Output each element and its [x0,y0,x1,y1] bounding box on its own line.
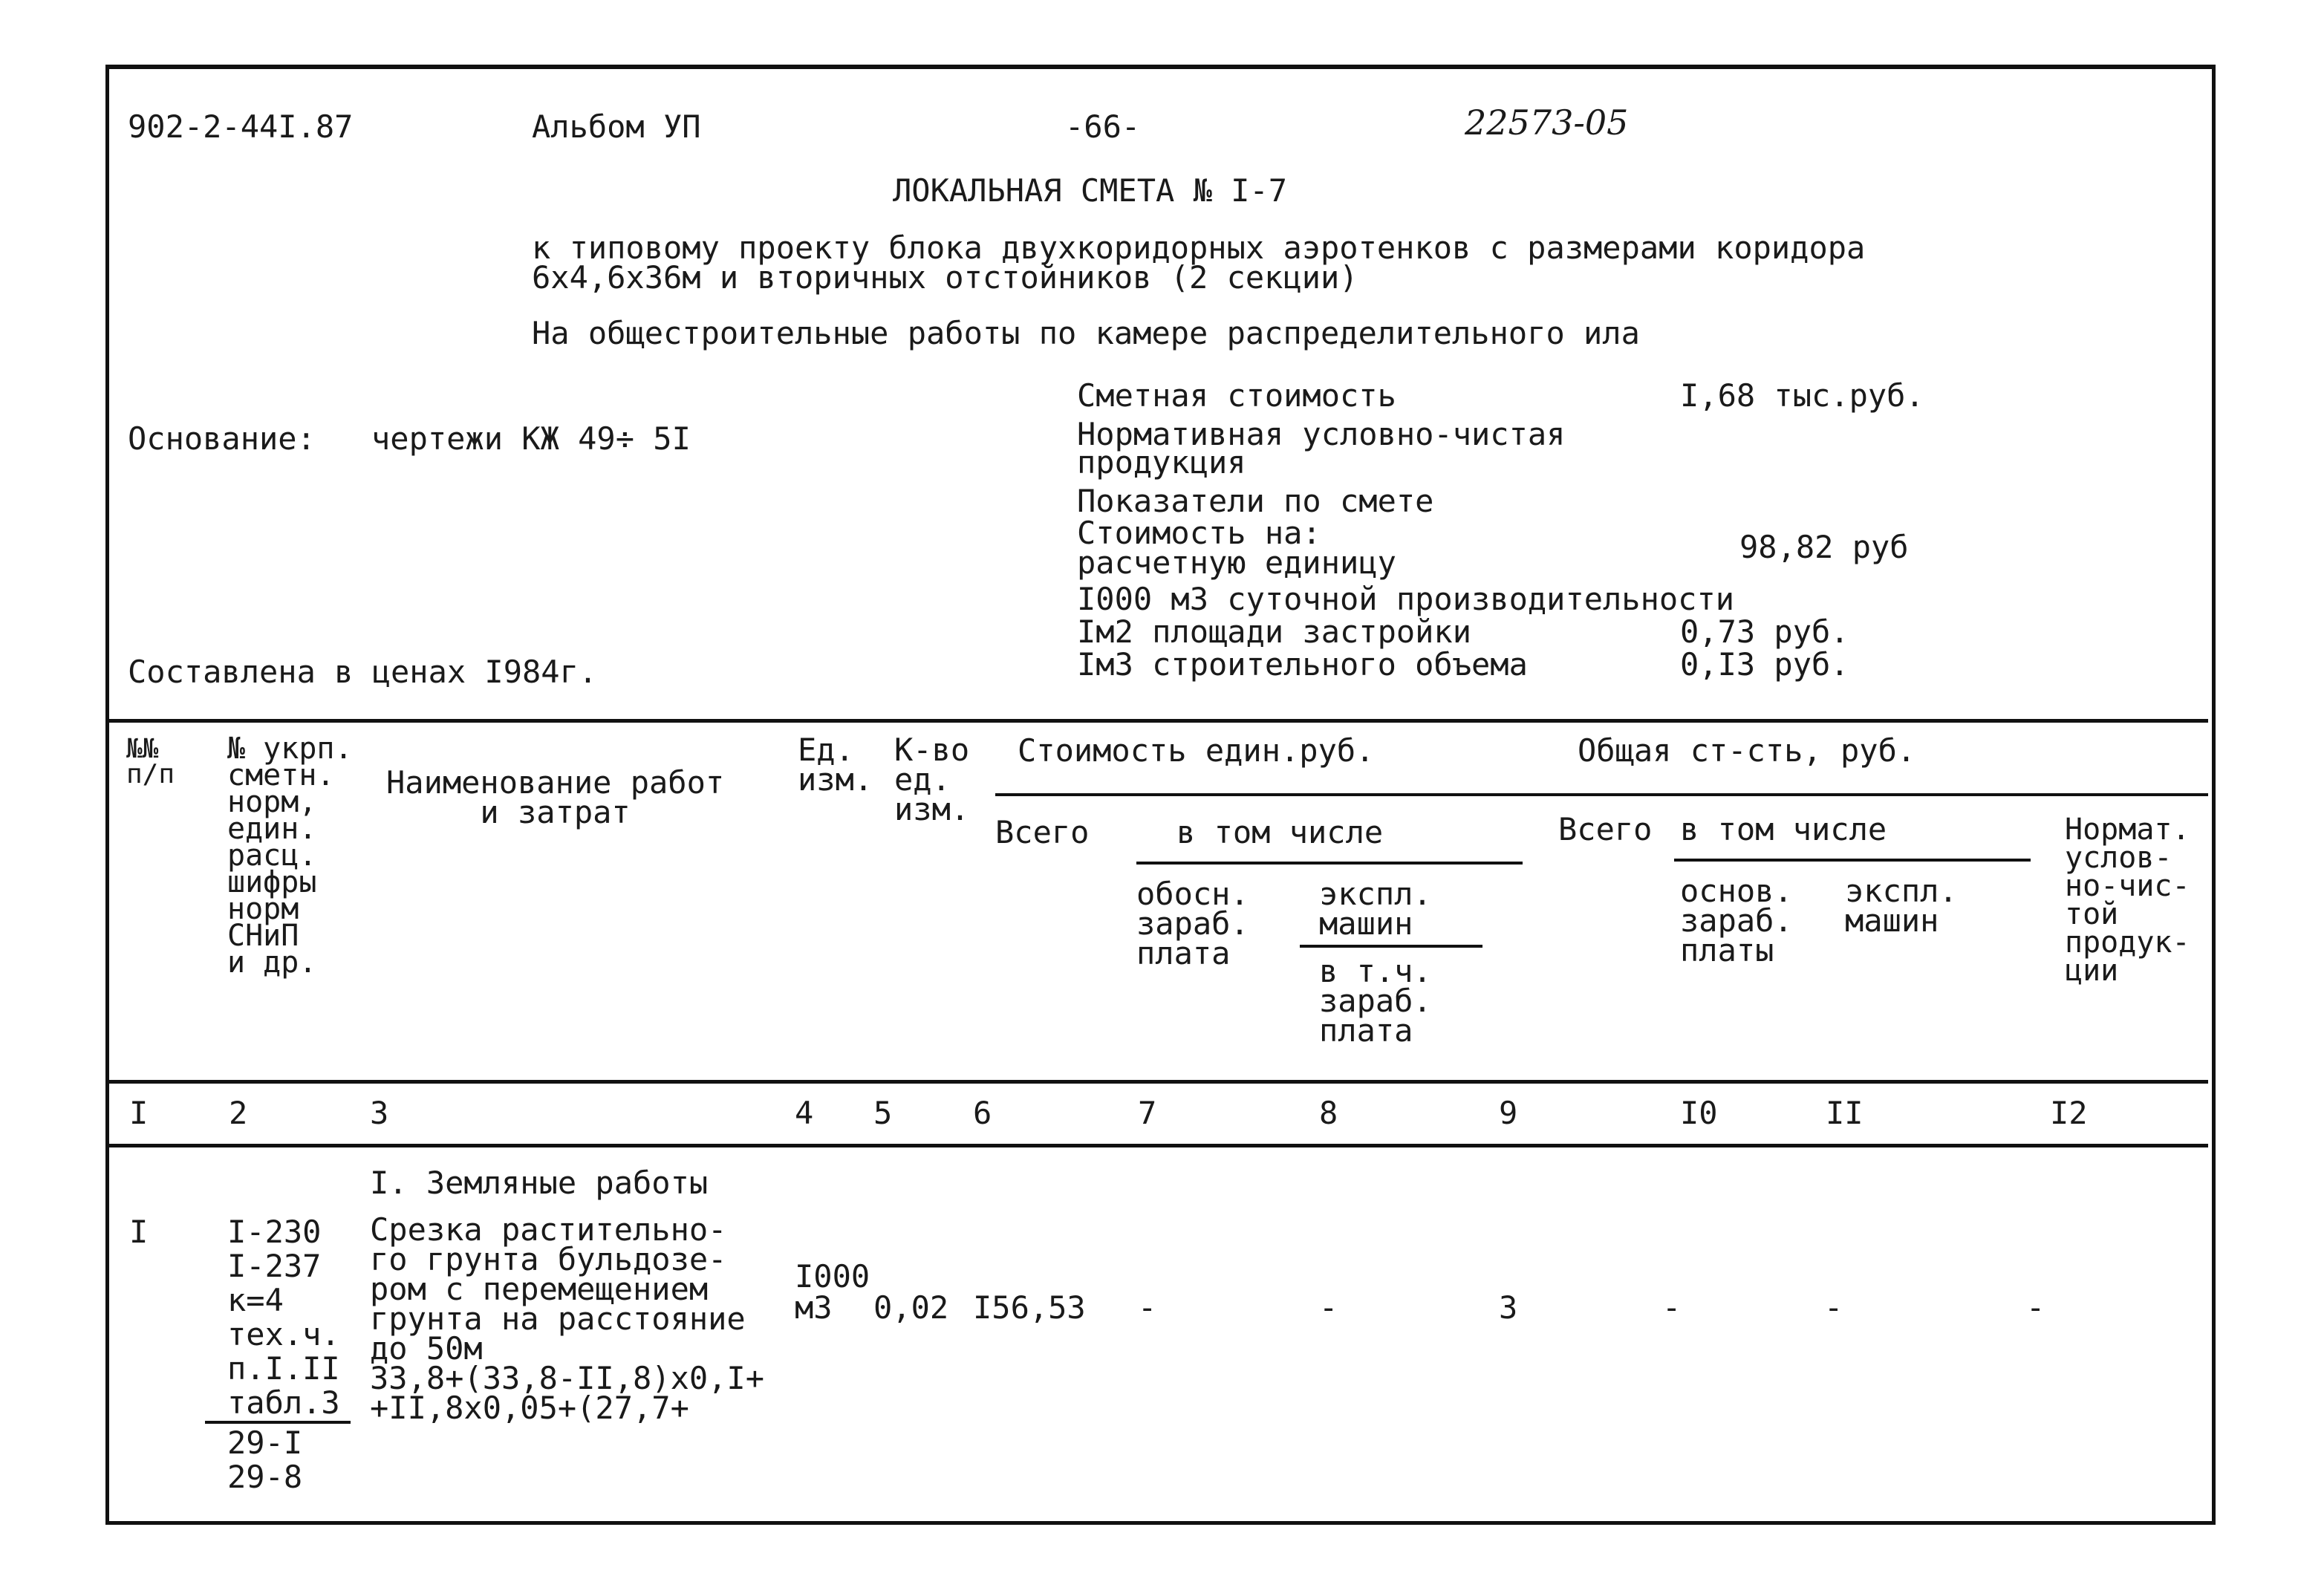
inventory-number: 22573-05 [1465,102,1629,143]
row-total-wage: - [1662,1289,1682,1326]
row-total: 3 [1499,1289,1518,1326]
row-number: I [129,1214,149,1250]
total-including-rule [1674,859,2031,862]
col-qty-header: К-во ед. изм. [894,732,970,827]
area-label: Iм2 площади застройки [1077,613,1472,650]
column-number: 3 [370,1095,389,1131]
machines-rule [1300,945,1482,948]
unit-including-header: в том числе [1176,814,1384,850]
cost-per-unit-label: Стоимость на: расчетную единицу [1077,515,1396,581]
basic-wage-header: обосн. зараб. плата [1136,876,1249,971]
area-value: 0,73 руб. [1680,613,1849,650]
column-number: 8 [1319,1095,1338,1131]
volume-label: Iм3 строительного объема [1077,646,1528,683]
column-number: I2 [2050,1095,2088,1131]
column-number: 4 [795,1095,814,1131]
normative-header: Нормат. услов- но-чис- той продук- ции [2065,813,2190,988]
row-norms-sub: 29-I 29-8 [227,1425,303,1495]
col-number-header: №№ п/п [126,734,175,790]
column-number: 5 [873,1095,893,1131]
page-number: -66- [1065,108,1141,145]
column-number: 9 [1499,1095,1518,1131]
row-unit: I000 м3 [795,1258,870,1326]
unit-cost-header: Стоимость един.руб. [1018,732,1375,769]
row-unit-machines: - [1319,1289,1338,1326]
row-qty: 0,02 [873,1289,949,1326]
column-number: 7 [1138,1095,1157,1131]
row-normative: - [2026,1289,2045,1326]
incl-wage-header: в т.ч. зараб. плата [1319,953,1432,1049]
capacity-label: I000 м3 суточной производительности [1077,581,1735,617]
doc-code: 902-2-44I.87 [128,108,354,145]
cost-header-rule [995,793,2208,796]
volume-value: 0,I3 руб. [1680,646,1849,683]
prices-note: Составлена в ценах I984г. [128,654,598,690]
numbers-bottom-rule [109,1144,2208,1147]
row-unit-wage: - [1138,1289,1157,1326]
total-cost-header: Общая ст-сть, руб. [1578,732,1916,769]
col-norms-header: № укрп. сметн. норм, един. расц. шифры норм СНиП и др. [227,732,353,980]
machines2-header: экспл. машин [1845,873,1958,939]
norms-divider-rule [205,1421,351,1424]
row-norms: I-230 I-237 к=4 тех.ч. п.I.II табл.3 [227,1214,340,1421]
normative-product-label: Нормативная условно-чистая продукция [1077,416,1566,481]
col-unit-header: Ед. изм. [798,732,873,798]
column-number: 6 [973,1095,992,1131]
table-top-rule [109,719,2208,723]
basic-wages-header: основ. зараб. платы [1680,873,1793,968]
column-number: I0 [1680,1095,1718,1131]
row-unit-total: I56,53 [973,1289,1086,1326]
column-number: 2 [229,1095,248,1131]
estimate-subtitle: к типовому проекту блока двухкоридорных аэротенков с размерами коридора 6х4,6х36м и вторичных отстойников (2 секции) [532,229,1866,296]
unit-total-header: Всего [995,814,1090,850]
estimate-title: ЛОКАЛЬНАЯ СМЕТА № I-7 [893,172,1288,209]
unit-including-rule [1136,862,1523,865]
estimated-cost-value: I,68 тыс.руб. [1680,377,1924,414]
basis-label: Основание: [128,420,316,457]
basis-value: чертежи КЖ 49÷ 5I [371,420,691,457]
column-number: I [129,1095,149,1131]
works-title: На общестроительные работы по камере распределительного ила [532,315,1640,351]
col-name-header: Наименование работ и затрат [386,764,725,830]
row-work-name: Срезка растительно- го грунта бульдозе- ром с перемещением грунта на расстояние до 50м 33,8+(33,8-II,8)х0,I+ +II,8х0,05+(27,7+ [370,1211,765,1426]
column-number: II [1826,1095,1864,1131]
total-total-header: Всего [1558,811,1653,847]
header-bottom-rule [109,1080,2208,1084]
section-title: I. Земляные работы [370,1165,709,1201]
total-including-header: в том числе [1680,811,1887,847]
row-total-machines: - [1824,1289,1843,1326]
estimated-cost-label: Сметная стоимость [1077,377,1396,414]
machines-header: экспл. машин [1319,876,1432,942]
indicators-label: Показатели по смете [1077,483,1434,519]
cost-per-unit-value: 98,82 руб [1739,529,1909,565]
album-label: Альбом УП [532,108,701,145]
